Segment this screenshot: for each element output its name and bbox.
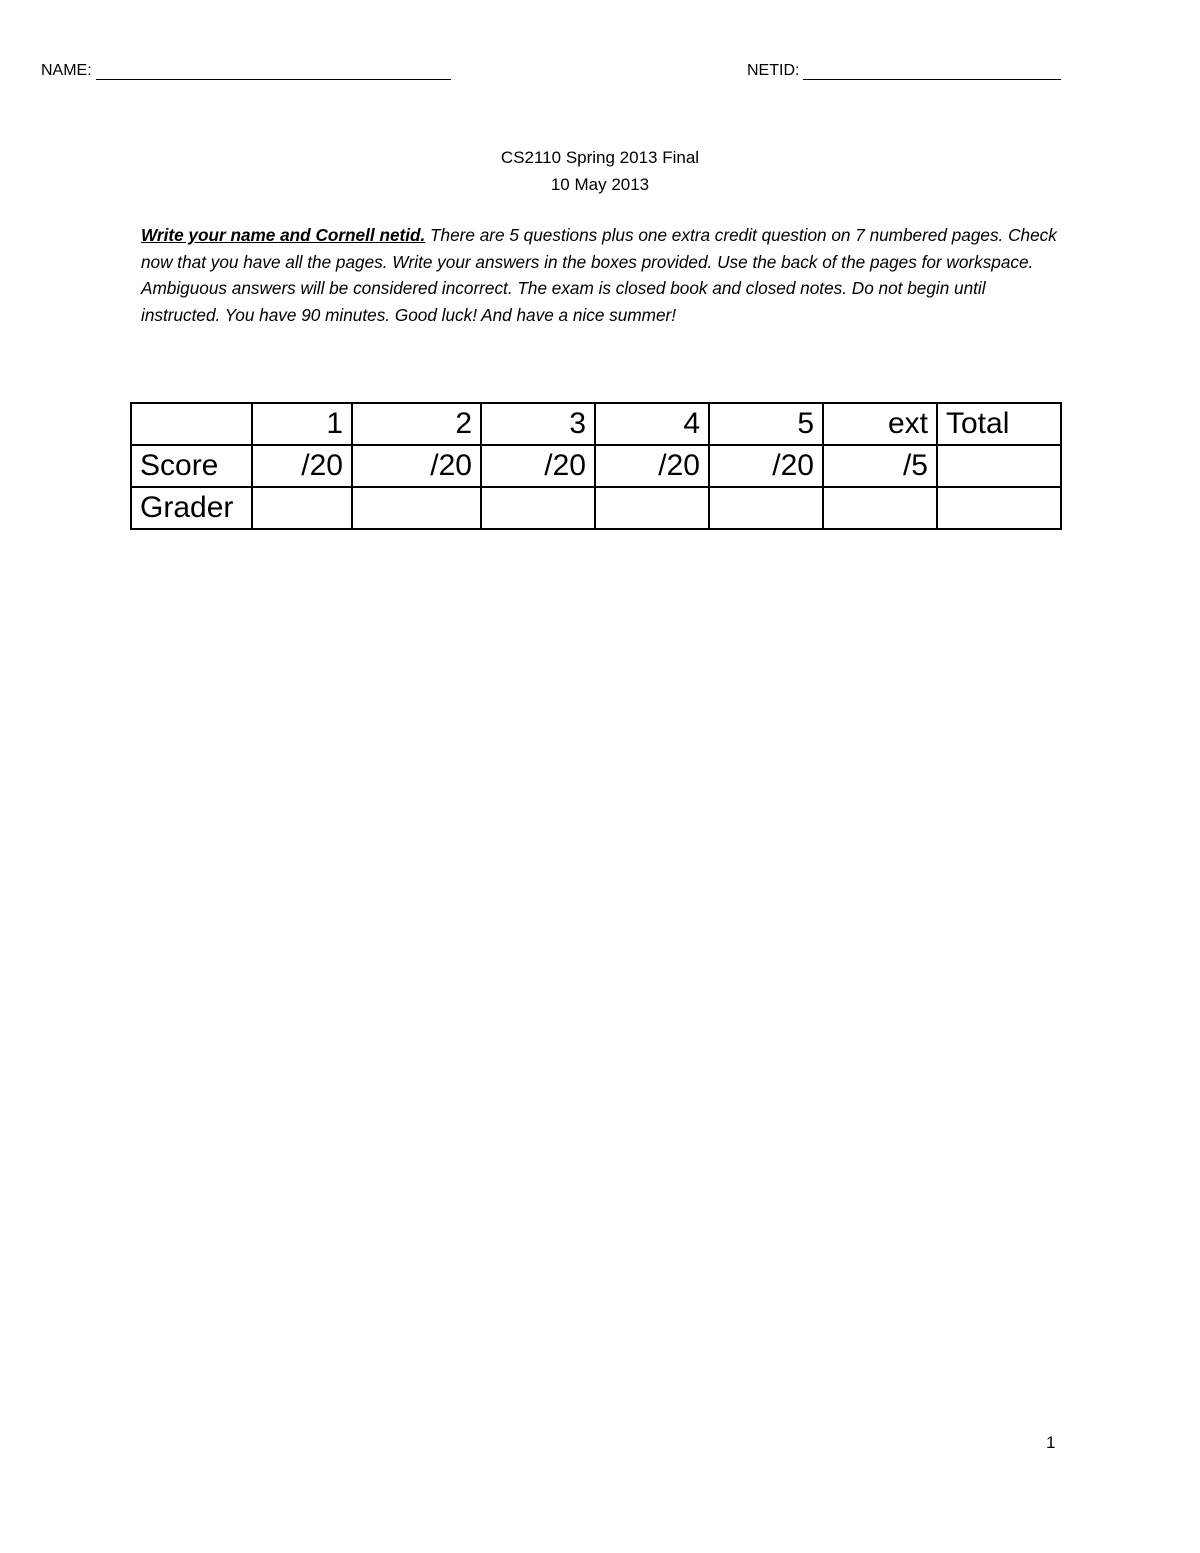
row-label-grader: Grader xyxy=(131,487,252,529)
score-cell-q5[interactable]: /20 xyxy=(709,445,823,487)
column-header-q3: 3 xyxy=(481,403,595,445)
netid-blank-line[interactable] xyxy=(803,62,1061,80)
score-cell-q2[interactable]: /20 xyxy=(352,445,481,487)
grader-cell-q1[interactable] xyxy=(252,487,352,529)
table-row-grader xyxy=(131,487,1061,529)
grader-cell-q3[interactable] xyxy=(481,487,595,529)
score-cell-total[interactable] xyxy=(937,445,1061,487)
netid-label: NETID: xyxy=(747,62,800,79)
name-blank-line[interactable] xyxy=(96,62,451,80)
instructions-body: There are 5 questions plus one extra credit question on 7 numbered pages. Check now that you have all the pages. Write your answers in the boxes provided. Use the back of the pages for workspace. Ambiguous answers will be considered incorrect. The exam is closed book and closed notes. Do not begin until instructed. You have 90 minutes. Good luck! And have a nice summer! xyxy=(141,225,1057,325)
exam-title-block xyxy=(0,144,1200,198)
name-label: NAME: xyxy=(41,62,92,79)
name-field[interactable] xyxy=(41,62,451,80)
column-header-q5: 5 xyxy=(709,403,823,445)
grader-cell-q2[interactable] xyxy=(352,487,481,529)
table-corner-cell xyxy=(131,403,252,445)
grader-cell-q5[interactable] xyxy=(709,487,823,529)
score-cell-ext[interactable]: /5 xyxy=(823,445,937,487)
instructions-lead: Write your name and Cornell netid. xyxy=(141,225,426,245)
column-header-q1: 1 xyxy=(252,403,352,445)
score-cell-q1[interactable]: /20 xyxy=(252,445,352,487)
column-header-q4: 4 xyxy=(595,403,709,445)
netid-field[interactable] xyxy=(747,62,1061,80)
exam-date: 10 May 2013 xyxy=(550,175,650,194)
page-number: 1 xyxy=(1046,1433,1056,1452)
column-header-q2: 2 xyxy=(352,403,481,445)
grader-cell-q4[interactable] xyxy=(595,487,709,529)
table-header-row xyxy=(131,403,1061,445)
row-label-score: Score xyxy=(131,445,252,487)
instructions-paragraph xyxy=(141,222,1066,328)
column-header-total: Total xyxy=(937,403,1061,445)
column-header-ext: ext xyxy=(823,403,937,445)
exam-title: CS2110 Spring 2013 Final xyxy=(500,148,700,167)
grader-cell-ext[interactable] xyxy=(823,487,937,529)
score-cell-q3[interactable]: /20 xyxy=(481,445,595,487)
score-cell-q4[interactable]: /20 xyxy=(595,445,709,487)
table-row-score xyxy=(131,445,1061,487)
score-table xyxy=(130,402,1062,530)
grader-cell-total[interactable] xyxy=(937,487,1061,529)
